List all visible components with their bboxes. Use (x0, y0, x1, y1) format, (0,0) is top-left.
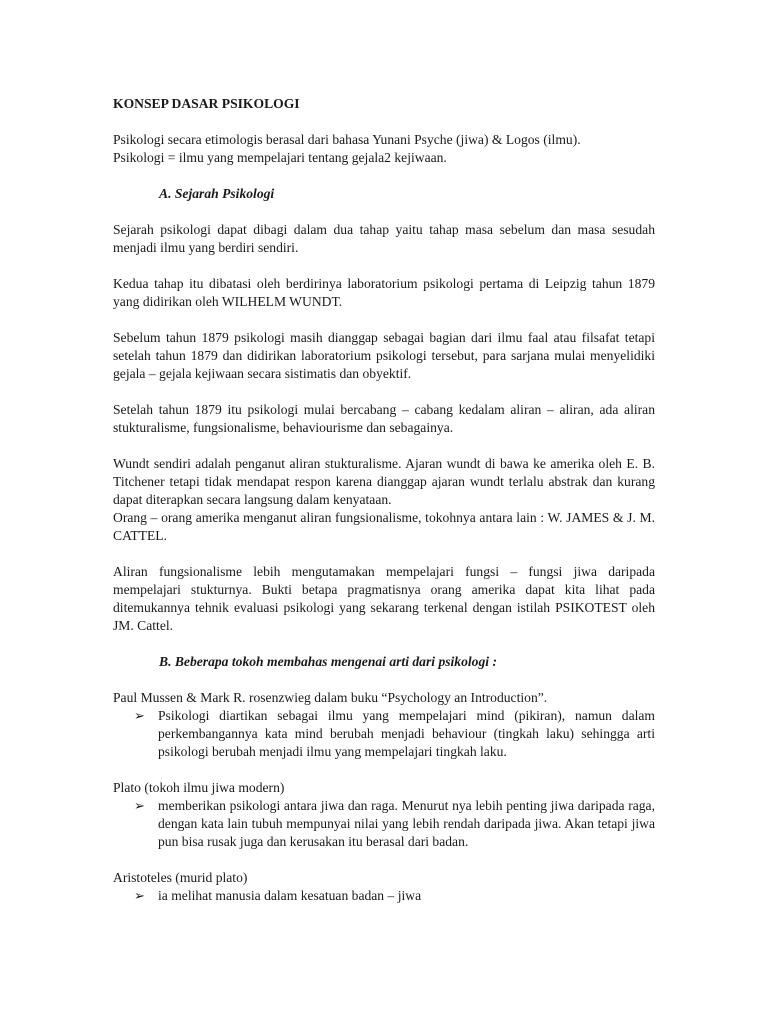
section-a-paragraph-7: Aliran fungsionalisme lebih mengutamakan mempelajari fungsi – fungsi jiwa daripada mempelajari stukturnya. Bukti betapa pragmatisnya orang amerika dapat kita lihat pada ditemukannya tehnik evaluasi psikologi yang sekarang terkenal dengan istilah PSIKOTEST oleh JM. Cattel. (113, 564, 655, 633)
figure-2-bullet (113, 797, 655, 851)
arrow-bullet-icon: ➢ (134, 888, 145, 903)
section-a-paragraph-5: Wundt sendiri adalah penganut aliran stukturalisme. Ajaran wundt di bawa ke amerika oleh E. B. Titchener tetapi tidak mendapat respon karena dianggap ajaran wundt terlalu abstrak dan kurang dapat diterapkan secara langsung dalam kenyataan. (113, 456, 655, 507)
section-b-heading: B. Beberapa tokoh membahas mengenai arti dari psikologi : (159, 654, 497, 669)
section-a-paragraph-4: Setelah tahun 1879 itu psikologi mulai bercabang – cabang kedalam aliran – aliran, ada aliran stukturalisme, fungsionalisme, behaviourisme dan sebagainya. (113, 402, 655, 435)
document-content (113, 95, 655, 923)
section-a-paragraph-2: Kedua tahap itu dibatasi oleh berdirinya laboratorium psikologi pertama di Leipzig tahun 1879 yang didirikan oleh WILHELM WUNDT. (113, 276, 655, 309)
intro-line-1: Psikologi secara etimologis berasal dari bahasa Yunani Psyche (jiwa) & Logos (ilmu). (113, 132, 581, 147)
intro-line-2: Psikologi = ilmu yang mempelajari tentang gejala2 kejiwaan. (113, 150, 447, 165)
section-a-heading: A. Sejarah Psikologi (159, 186, 275, 201)
section-a-paragraph-3: Sebelum tahun 1879 psikologi masih dianggap sebagai bagian dari ilmu faal atau filsafat tetapi setelah tahun 1879 dan didirikan laboratorium psikologi tersebut, para sarjana mulai menyelidiki gejala – gejala kejiwaan secara sistimatis dan obyektif. (113, 330, 655, 381)
intro-paragraph (113, 131, 655, 167)
figure-1-bullet-text: Psikologi diartikan sebagai ilmu yang mempelajari mind (pikiran), namun dalam perkembangannya kata mind berubah menjadi behaviour (tingkah laku) sehingga arti psikologi berubah menjadi ilmu yang mempelajari tingkah laku. (158, 708, 655, 759)
figure-2-name: Plato (tokoh ilmu jiwa modern) (113, 780, 285, 795)
figure-3-name: Aristoteles (murid plato) (113, 870, 248, 885)
figure-3-bullet-text: ia melihat manusia dalam kesatuan badan – jiwa (158, 888, 422, 903)
figure-3-bullet (113, 887, 655, 905)
arrow-bullet-icon: ➢ (134, 798, 145, 813)
section-a-paragraph-6: Orang – orang amerika menganut aliran fungsionalisme, tokohnya antara lain : W. JAMES & J. M. CATTEL. (113, 510, 655, 543)
section-a-paragraph-1: Sejarah psikologi dapat dibagi dalam dua tahap yaitu tahap masa sebelum dan masa sesudah menjadi ilmu yang berdiri sendiri. (113, 222, 655, 255)
figure-1-bullet (113, 707, 655, 761)
document-title: KONSEP DASAR PSIKOLOGI (113, 96, 300, 111)
figure-2-bullet-text: memberikan psikologi antara jiwa dan raga. Menurut nya lebih penting jiwa daripada raga, dengan kata lain tubuh mempunyai nilai yang lebih rendah daripada jiwa. Akan tetapi jiwa pun bisa rusak juga dan kerusakan itu berasal dari badan. (158, 798, 655, 849)
arrow-bullet-icon: ➢ (134, 708, 145, 723)
figure-1-name: Paul Mussen & Mark R. rosenzwieg dalam buku “Psychology an Introduction”. (113, 690, 548, 705)
